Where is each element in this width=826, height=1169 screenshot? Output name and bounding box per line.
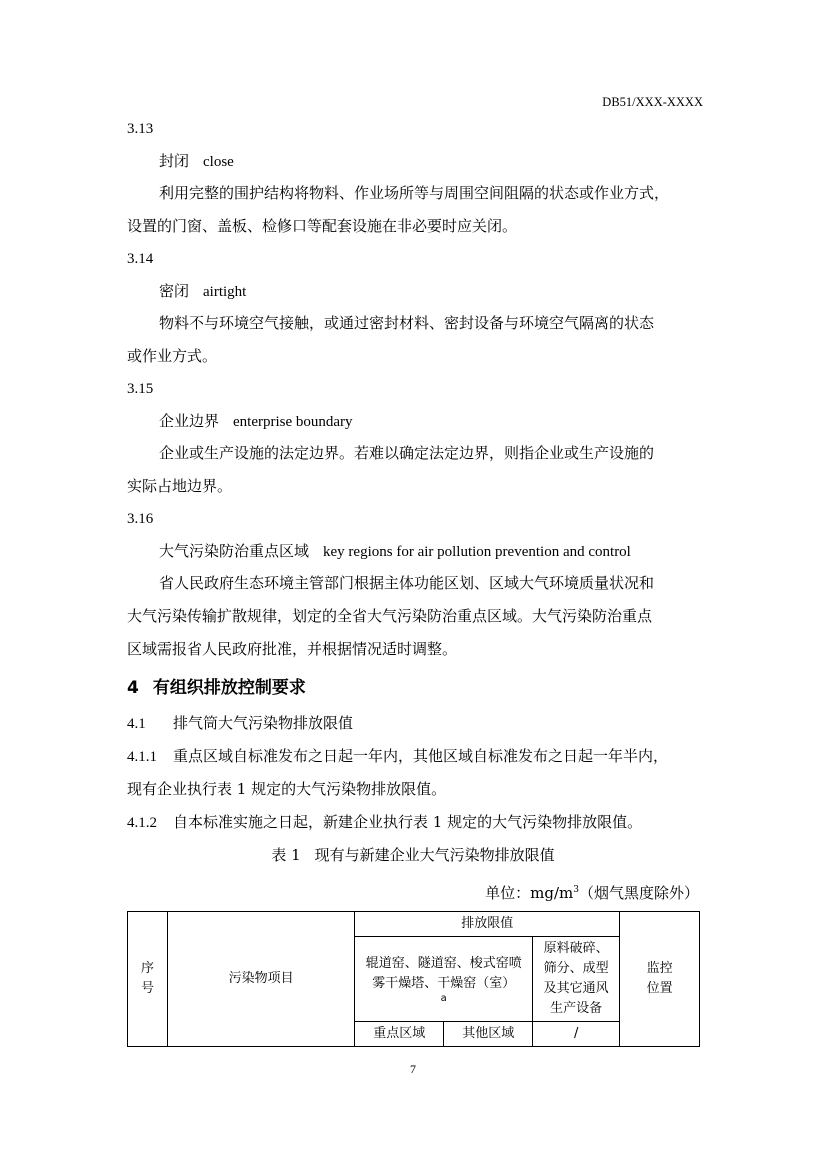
term-definition-line: 区域需报省人民政府批准，并根据情况适时调整。 — [127, 640, 458, 658]
term-heading — [159, 151, 234, 172]
table-caption — [0, 845, 826, 865]
term-heading — [159, 411, 353, 432]
clause-line: 现有企业执行表 1 规定的大气污染物排放限值。 — [127, 780, 447, 798]
unit-superscript: 3 — [573, 885, 579, 895]
header-slash: / — [533, 1022, 620, 1047]
term-en: airtight — [203, 284, 247, 300]
term-zh: 企业边界 — [159, 412, 220, 430]
term-number: 3.15 — [127, 381, 154, 397]
footnote-mark: a — [440, 993, 447, 1004]
clause-number: 4.1.1 — [127, 749, 157, 765]
table-number: 表 1 — [271, 846, 301, 864]
term-number: 3.16 — [127, 511, 154, 527]
section-title: 有组织排放控制要求 — [152, 678, 306, 698]
term-definition-line: 实际占地边界。 — [127, 477, 233, 495]
table-unit — [485, 880, 699, 903]
table-header-row — [128, 912, 700, 937]
header-raw-material: 原料破碎、筛分、成型及其它通风生产设备 — [533, 937, 620, 1022]
term-definition-line: 设置的门窗、盖板、检修口等配套设施在非必要时应关闭。 — [127, 217, 518, 235]
term-definition-line: 大气污染传输扩散规律，划定的全省大气污染防治重点区域。大气污染防治重点 — [127, 607, 653, 625]
page-number: 7 — [410, 1062, 416, 1076]
subsection-number: 4.1 — [127, 716, 146, 732]
header-pollutant: 污染物项目 — [167, 912, 354, 1047]
document-code: DB51/XXX-XXXX — [602, 95, 703, 109]
section-heading — [127, 677, 306, 699]
term-en: enterprise boundary — [233, 414, 353, 430]
term-definition-line: 物料不与环境空气接触，或通过密封材料、密封设备与环境空气隔离的状态 — [159, 314, 655, 332]
clause-line — [127, 746, 668, 767]
emission-limits-table — [127, 911, 700, 1047]
header-seq: 序号 — [128, 912, 168, 1047]
subsection-title: 排气筒大气污染物排放限值 — [173, 714, 354, 732]
term-definition-line: 企业或生产设施的法定边界。若难以确定法定边界，则指企业或生产设施的 — [159, 444, 655, 462]
table-title: 现有与新建企业大气污染物排放限值 — [314, 846, 555, 864]
term-zh: 密闭 — [159, 282, 190, 300]
header-key-region: 重点区域 — [355, 1022, 444, 1047]
term-definition-line: 利用完整的围护结构将物料、作业场所等与周围空间阻隔的状态或作业方式， — [159, 184, 670, 202]
term-definition-line: 省人民政府生态环境主管部门根据主体功能区划、区域大气环境质量状况和 — [159, 574, 655, 592]
term-heading — [159, 541, 631, 562]
clause-text: 自本标准实施之日起，新建企业执行表 1 规定的大气污染物排放限值。 — [173, 813, 643, 831]
term-definition-line: 或作业方式。 — [127, 347, 218, 365]
clause-number: 4.1.2 — [127, 815, 157, 831]
header-kiln: 辊道窑、隧道窑、梭式窑喷雾干燥塔、干燥窑（室） a — [355, 937, 533, 1022]
term-number: 3.13 — [127, 121, 154, 137]
clause-text: 重点区域自标准发布之日起一年内，其他区域自标准发布之日起一年半内， — [173, 747, 669, 765]
term-zh: 封闭 — [159, 152, 190, 170]
unit-note: （烟气黑度除外） — [578, 884, 699, 902]
subsection-heading — [127, 713, 353, 734]
section-number: 4 — [127, 678, 139, 698]
header-monitor-location: 监控位置 — [620, 912, 700, 1047]
clause-line — [127, 812, 642, 833]
header-emission-limit: 排放限值 — [355, 912, 620, 937]
header-other-region: 其他区域 — [444, 1022, 533, 1047]
term-en: close — [203, 154, 234, 170]
term-number: 3.14 — [127, 251, 154, 267]
term-heading — [159, 281, 246, 302]
term-zh: 大气污染防治重点区域 — [159, 542, 310, 560]
unit-text: 单位：mg/m — [485, 884, 574, 902]
term-en: key regions for air pollution prevention and control — [323, 544, 631, 560]
